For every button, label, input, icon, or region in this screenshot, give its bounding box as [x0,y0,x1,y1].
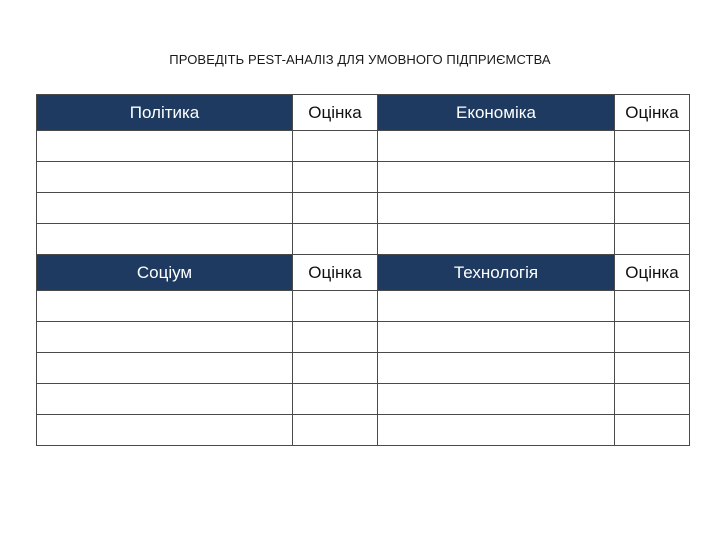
score-cell[interactable] [293,131,378,162]
pest-analysis-table [36,94,690,446]
table-row [37,291,690,322]
header-row-politics-economy [37,95,690,131]
input-cell[interactable] [37,384,293,415]
input-cell[interactable] [378,131,615,162]
score-cell[interactable] [293,384,378,415]
table-row [37,384,690,415]
input-cell[interactable] [378,322,615,353]
table-row [37,353,690,384]
score-cell[interactable] [615,162,690,193]
score-cell[interactable] [615,291,690,322]
score-cell[interactable] [615,353,690,384]
input-cell[interactable] [378,384,615,415]
table-row [37,224,690,255]
score-cell[interactable] [615,224,690,255]
input-cell[interactable] [37,193,293,224]
header-score: Оцінка [293,95,378,131]
input-cell[interactable] [37,131,293,162]
score-cell[interactable] [615,193,690,224]
score-cell[interactable] [293,415,378,446]
table-row [37,322,690,353]
score-cell[interactable] [293,162,378,193]
score-cell[interactable] [615,384,690,415]
score-cell[interactable] [293,322,378,353]
input-cell[interactable] [378,193,615,224]
header-row-society-technology [37,255,690,291]
header-politics: Політика [37,95,293,131]
header-score: Оцінка [615,255,690,291]
score-cell[interactable] [615,415,690,446]
table-row [37,193,690,224]
table-row [37,162,690,193]
score-cell[interactable] [293,291,378,322]
header-score: Оцінка [615,95,690,131]
input-cell[interactable] [37,291,293,322]
input-cell[interactable] [37,415,293,446]
input-cell[interactable] [378,353,615,384]
input-cell[interactable] [378,162,615,193]
header-economy: Економіка [378,95,615,131]
score-cell[interactable] [615,322,690,353]
input-cell[interactable] [37,353,293,384]
table-row [37,131,690,162]
score-cell[interactable] [615,131,690,162]
input-cell[interactable] [378,224,615,255]
table-row [37,415,690,446]
input-cell[interactable] [378,291,615,322]
input-cell[interactable] [378,415,615,446]
page-title: ПРОВЕДІТЬ PEST-АНАЛІЗ ДЛЯ УМОВНОГО ПІДПРИЄМСТВА [169,52,551,67]
score-cell[interactable] [293,224,378,255]
score-cell[interactable] [293,353,378,384]
input-cell[interactable] [37,162,293,193]
input-cell[interactable] [37,322,293,353]
score-cell[interactable] [293,193,378,224]
header-society: Соціум [37,255,293,291]
input-cell[interactable] [37,224,293,255]
header-technology: Технологія [378,255,615,291]
header-score: Оцінка [293,255,378,291]
